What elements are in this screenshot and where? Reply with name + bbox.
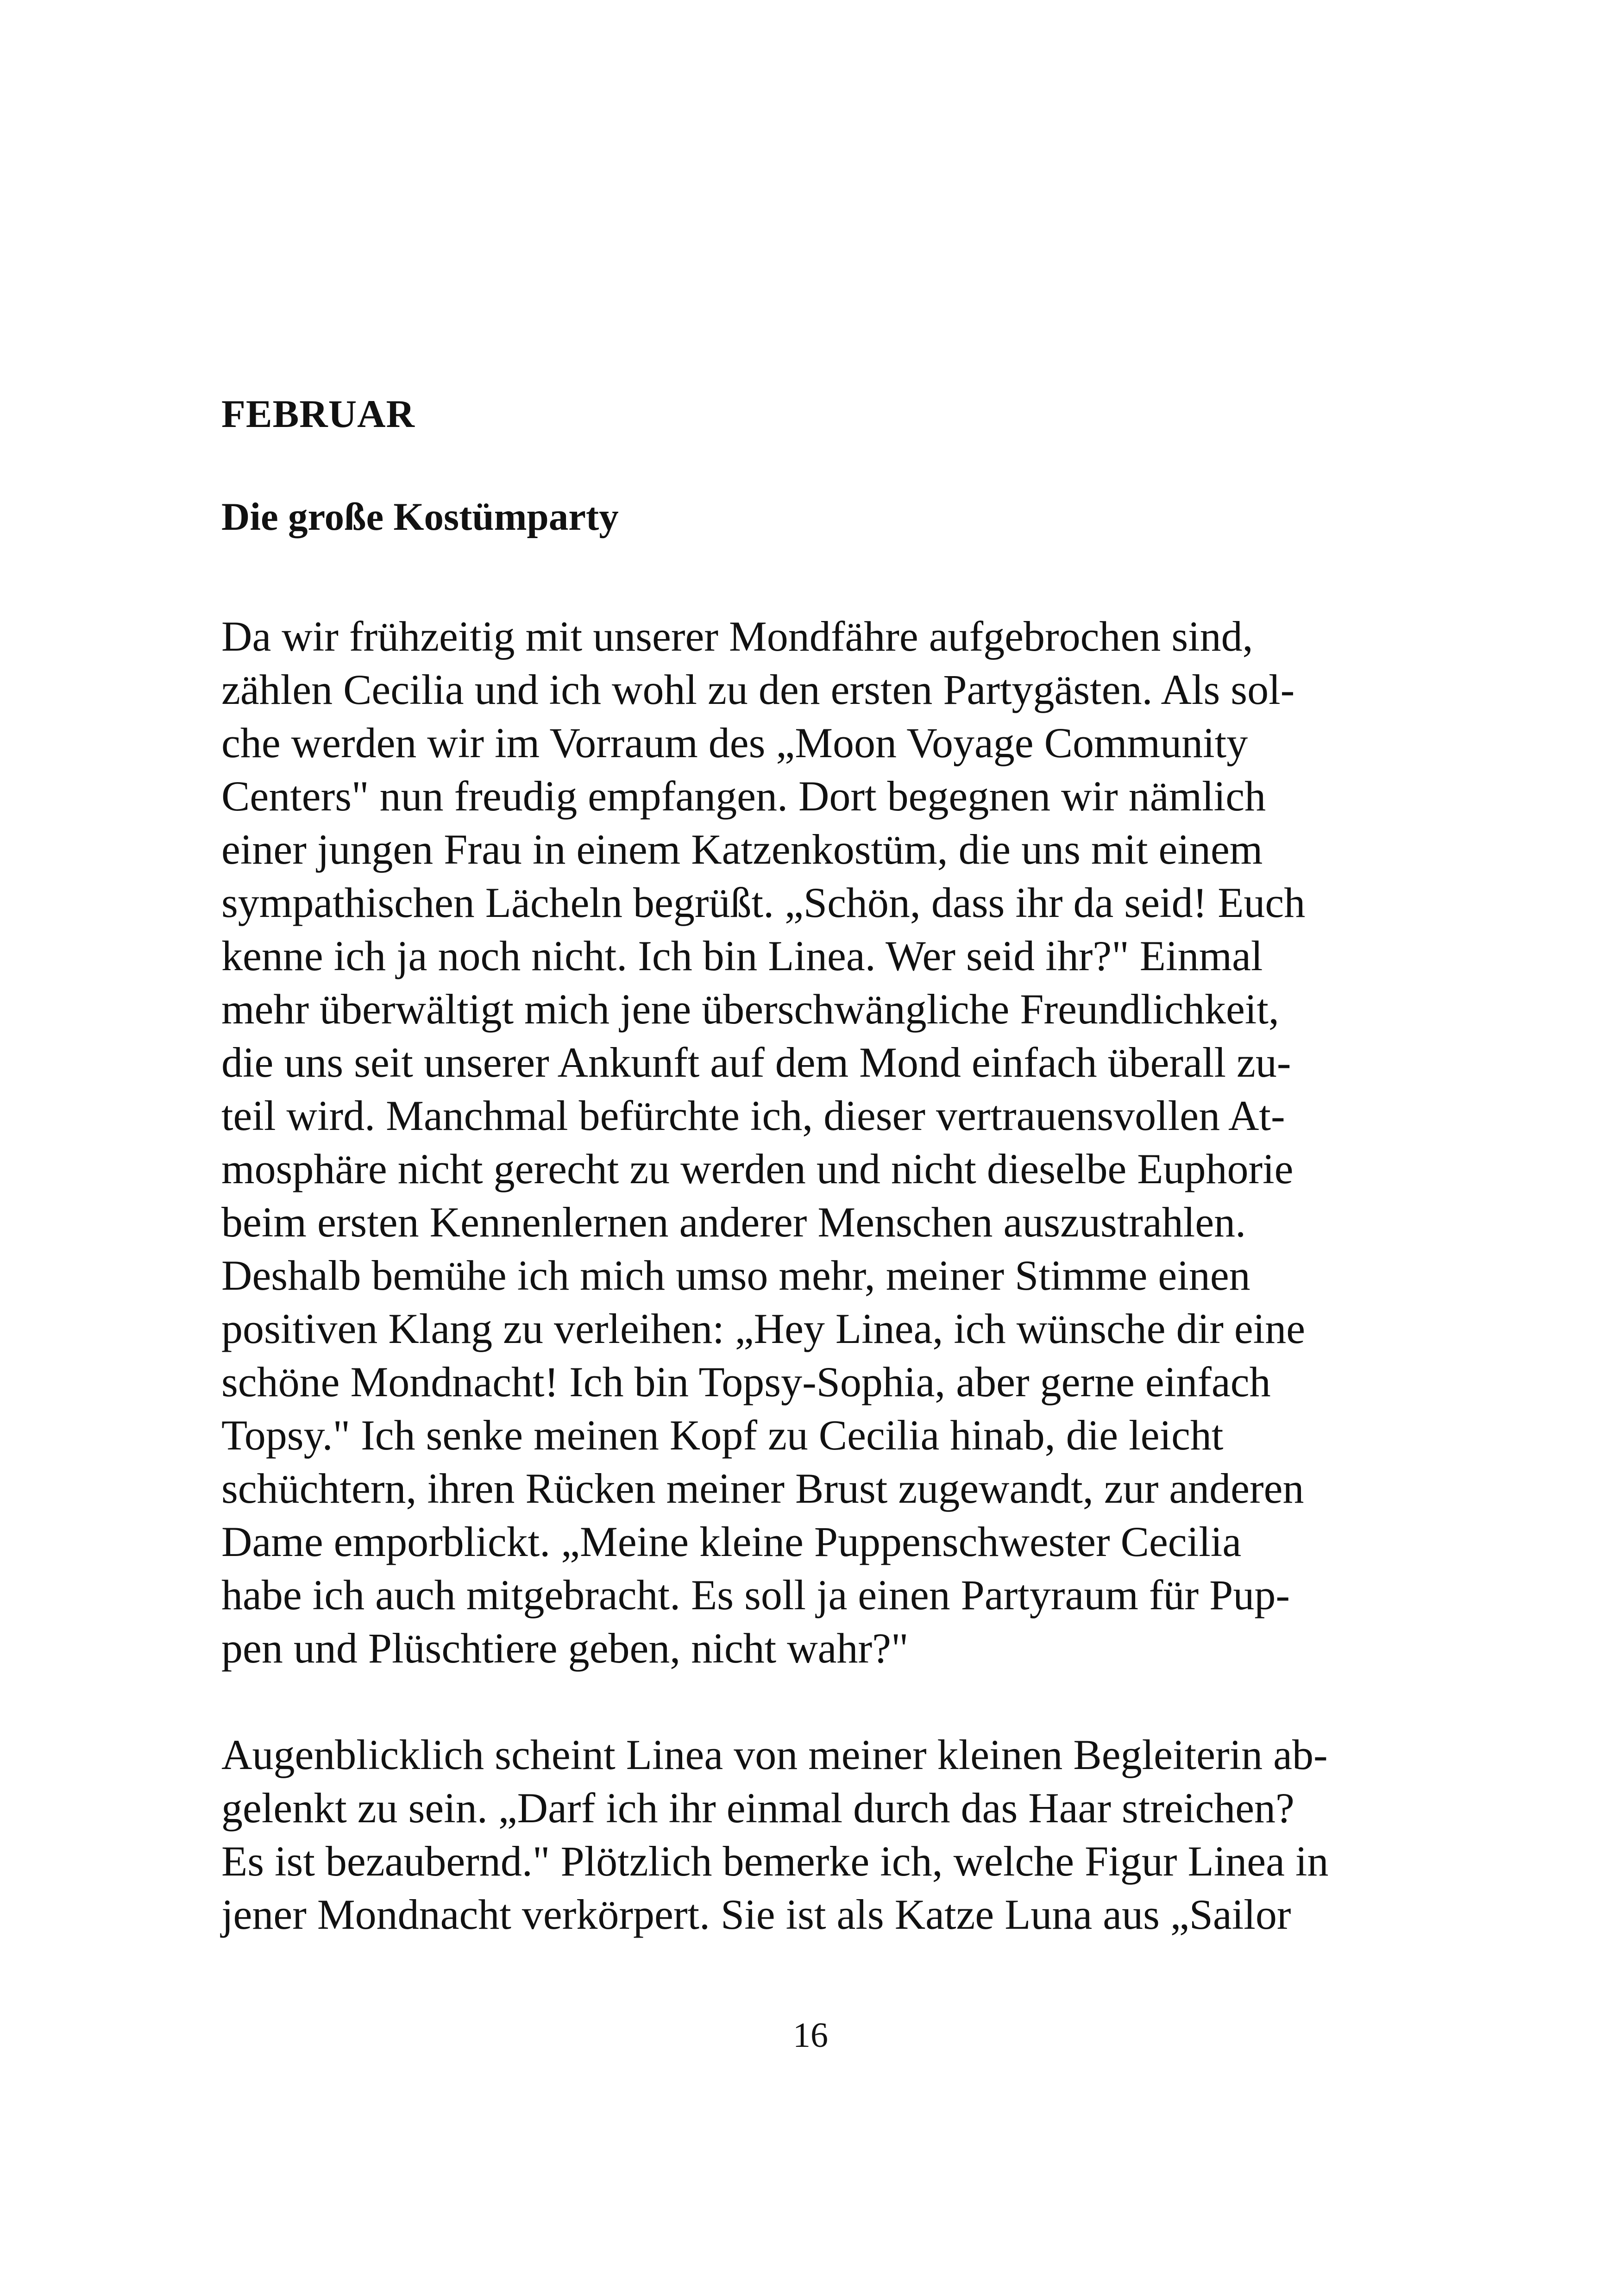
text-line: gelenkt zu sein. „Darf ich ihr einmal durch das Haar streichen? [221, 1784, 1294, 1832]
body-paragraph-1 [221, 610, 1416, 1675]
section-heading: Die große Kostümparty [221, 495, 619, 539]
text-line: positiven Klang zu verleihen: „Hey Linea, ich wünsche dir eine [221, 1305, 1306, 1352]
text-line: Topsy." Ich senke meinen Kopf zu Cecilia hinab, die leicht [221, 1411, 1224, 1459]
text-line: einer jungen Frau in einem Katzenkostüm, die uns mit einem [221, 826, 1263, 873]
text-line: Augenblicklich scheint Linea von meiner kleinen Begleiterin ab- [221, 1731, 1328, 1778]
text-line: jener Mondnacht verkörpert. Sie ist als Katze Luna aus „Sailor [221, 1891, 1291, 1938]
text-line: beim ersten Kennenlernen anderer Menschen auszustrahlen. [221, 1198, 1246, 1246]
text-line: kenne ich ja noch nicht. Ich bin Linea. Wer seid ihr?" Einmal [221, 932, 1263, 979]
text-line: che werden wir im Vorraum des „Moon Voyage Community [221, 719, 1248, 766]
text-line: sympathischen Lächeln begrüßt. „Schön, dass ihr da seid! Euch [221, 879, 1306, 926]
chapter-heading: FEBRUAR [221, 392, 415, 436]
page-content [221, 390, 1416, 1941]
text-line: Dame emporblickt. „Meine kleine Puppenschwester Cecilia [221, 1518, 1242, 1565]
page-number: 16 [793, 2016, 828, 2055]
text-line: teil wird. Manchmal befürchte ich, dieser vertrauensvollen At- [221, 1092, 1285, 1139]
text-line: pen und Plüschtiere geben, nicht wahr?" [221, 1625, 909, 1672]
text-line: schöne Mondnacht! Ich bin Topsy-Sophia, aber gerne einfach [221, 1358, 1271, 1405]
text-line: mehr überwältigt mich jene überschwängliche Freundlichkeit, [221, 985, 1279, 1033]
text-line: Deshalb bemühe ich mich umso mehr, meiner Stimme einen [221, 1252, 1250, 1299]
text-line: Centers" nun freudig empfangen. Dort begegnen wir nämlich [221, 772, 1266, 820]
body-paragraph-2 [221, 1728, 1416, 1941]
text-line: zählen Cecilia und ich wohl zu den ersten Partygästen. Als sol- [221, 666, 1295, 713]
text-line: Es ist bezaubernd." Plötzlich bemerke ich, welche Figur Linea in [221, 1838, 1329, 1885]
text-line: habe ich auch mitgebracht. Es soll ja einen Partyraum für Pup- [221, 1571, 1290, 1618]
text-line: mosphäre nicht gerecht zu werden und nicht dieselbe Euphorie [221, 1145, 1294, 1192]
text-line: die uns seit unserer Ankunft auf dem Mond einfach überall zu- [221, 1039, 1291, 1086]
text-line: Da wir frühzeitig mit unserer Mondfähre aufgebrochen sind, [221, 613, 1253, 660]
text-line: schüchtern, ihren Rücken meiner Brust zugewandt, zur anderen [221, 1465, 1304, 1512]
